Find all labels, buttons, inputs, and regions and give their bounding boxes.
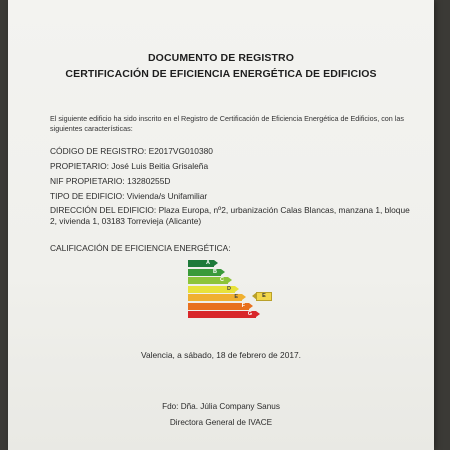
energy-bar-c: C bbox=[188, 277, 228, 284]
owner-name: PROPIETARIO: José Luis Beitia Grisaleña bbox=[50, 161, 209, 171]
building-type: TIPO DE EDIFICIO: Vivienda/s Unifamiliar bbox=[50, 191, 208, 201]
energy-bar-a: A bbox=[188, 260, 214, 267]
current-rating-indicator: E bbox=[256, 292, 272, 301]
energy-bar-f: F bbox=[188, 303, 249, 310]
document-subtitle: CERTIFICACIÓN DE EFICIENCIA ENERGÉTICA DE EDIFICIOS bbox=[65, 68, 377, 80]
intro-paragraph: El siguiente edificio ha sido inscrito en el Registro de Certificación de Eficiencia Energética de Edificios, con las siguientes características: bbox=[50, 114, 404, 133]
document-title: DOCUMENTO DE REGISTRO bbox=[148, 52, 294, 64]
energy-bar-d: D bbox=[188, 286, 235, 293]
energy-bar-g: G bbox=[188, 311, 256, 318]
date-line: Valencia, a sábado, 18 de febrero de 2017. bbox=[140, 350, 302, 360]
owner-nif: NIF PROPIETARIO: 13280255D bbox=[50, 176, 171, 186]
rating-label: CALIFICACIÓN DE EFICIENCIA ENERGÉTICA: bbox=[50, 243, 231, 253]
energy-bar-e: E bbox=[188, 294, 242, 301]
registry-code: CÓDIGO DE REGISTRO: E2017VG010380 bbox=[50, 146, 213, 156]
building-address: DIRECCIÓN DEL EDIFICIO: Plaza Europa, nº2, urbanización Calas Blancas, manzana 1, bloque 2, vivienda 1, 03183 Torrevieja (Alicante) bbox=[50, 205, 410, 226]
energy-bar-b: B bbox=[188, 269, 221, 276]
signer-name: Fdo: Dña. Júlia Company Sanus bbox=[162, 402, 280, 411]
certificate-page bbox=[8, 0, 434, 450]
signer-role: Directora General de IVACE bbox=[169, 418, 273, 427]
